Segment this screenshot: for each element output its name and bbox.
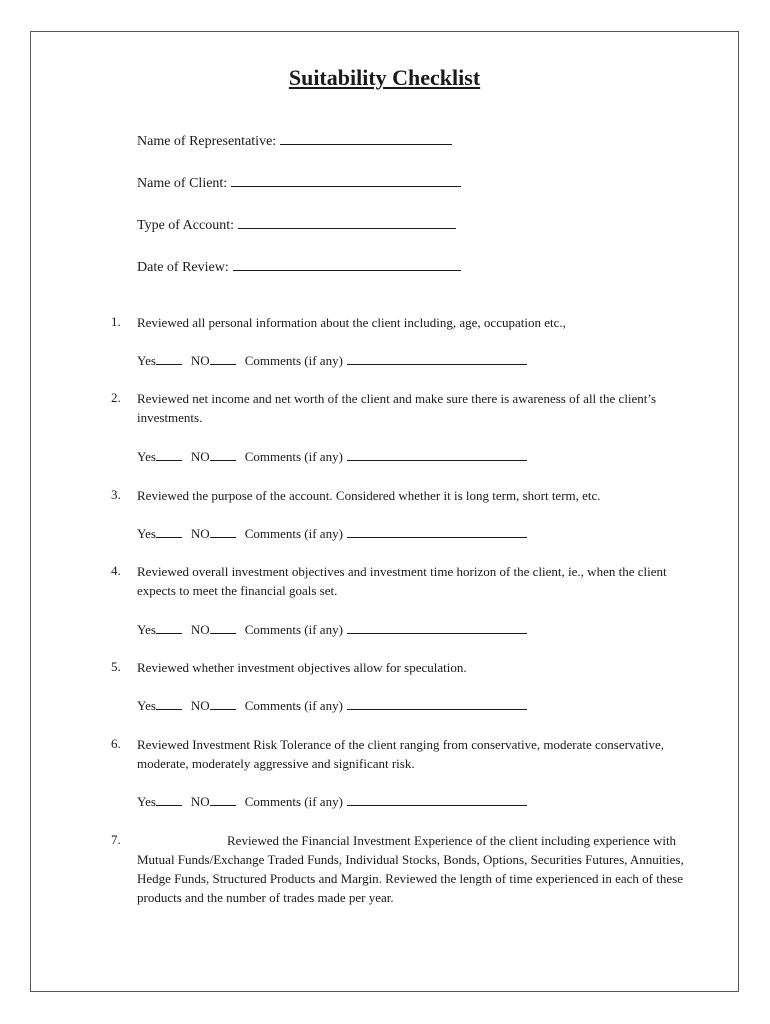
comments-blank[interactable] — [347, 793, 527, 806]
no-blank[interactable] — [210, 621, 236, 634]
item-number: 3. — [111, 487, 121, 502]
answer-row — [137, 525, 527, 542]
item-number: 2. — [111, 390, 121, 405]
item-text: Reviewed net income and net worth of the client and make sure there is awareness of all the client’s investments. — [137, 391, 657, 425]
item-text: Reviewed the Financial Investment Experience of the client including experience with Mutual Funds/Exchange Traded Funds, Individual Stocks, Bonds, Options, Securities Futures, Annuities, Hedge Funds, Structured Products and Margin. Reviewed the length of time experienced in each of these products and the number of trades made per year. — [137, 833, 684, 905]
checklist-page — [30, 31, 739, 992]
client-name-field — [137, 172, 461, 192]
representative-name-line[interactable] — [280, 130, 452, 145]
field-label: Date of Review: — [137, 260, 229, 275]
account-type-line[interactable] — [238, 214, 456, 229]
item-number: 5. — [111, 659, 121, 674]
comments-blank[interactable] — [347, 448, 527, 461]
no-label: NO — [190, 794, 210, 809]
comments-blank[interactable] — [347, 352, 527, 365]
yes-label: Yes — [137, 353, 156, 368]
field-label: Type of Account: — [137, 218, 234, 233]
yes-blank[interactable] — [156, 448, 182, 461]
item-number: 6. — [111, 736, 121, 751]
no-label: NO — [190, 353, 210, 368]
account-type-field — [137, 214, 456, 234]
no-label: NO — [190, 526, 210, 541]
item-number: 4. — [111, 563, 121, 578]
field-label: Name of Client: — [137, 176, 228, 191]
yes-blank[interactable] — [156, 793, 182, 806]
comments-label: Comments (if any) — [244, 526, 343, 541]
no-blank[interactable] — [210, 352, 236, 365]
item-number: 7. — [111, 832, 121, 847]
item-text: Reviewed overall investment objectives and investment time horizon of the client, ie., when the client expects to meet the financial goals set. — [137, 564, 667, 598]
answer-row — [137, 793, 527, 810]
comments-blank[interactable] — [347, 697, 527, 710]
representative-name-field — [137, 130, 452, 150]
comments-label: Comments (if any) — [244, 353, 343, 368]
comments-label: Comments (if any) — [244, 622, 343, 637]
page-title: Suitability Checklist — [288, 65, 481, 90]
yes-blank[interactable] — [156, 697, 182, 710]
yes-label: Yes — [137, 526, 156, 541]
yes-label: Yes — [137, 698, 156, 713]
no-label: NO — [190, 698, 210, 713]
item-number: 1. — [111, 314, 121, 329]
no-blank[interactable] — [210, 525, 236, 538]
review-date-field — [137, 256, 461, 276]
item-text: Reviewed the purpose of the account. Considered whether it is long term, short term, etc. — [137, 488, 601, 503]
comments-label: Comments (if any) — [244, 449, 343, 464]
no-label: NO — [190, 622, 210, 637]
review-date-line[interactable] — [233, 256, 461, 271]
yes-label: Yes — [137, 622, 156, 637]
answer-row — [137, 448, 527, 465]
answer-row — [137, 697, 527, 714]
item-text: Reviewed whether investment objectives allow for speculation. — [137, 660, 467, 675]
answer-row — [137, 352, 527, 369]
no-blank[interactable] — [210, 793, 236, 806]
yes-blank[interactable] — [156, 525, 182, 538]
yes-label: Yes — [137, 794, 156, 809]
yes-label: Yes — [137, 449, 156, 464]
client-name-line[interactable] — [231, 172, 461, 187]
comments-blank[interactable] — [347, 621, 527, 634]
no-blank[interactable] — [210, 697, 236, 710]
no-label: NO — [190, 449, 210, 464]
field-label: Name of Representative: — [137, 134, 277, 149]
comments-blank[interactable] — [347, 525, 527, 538]
no-blank[interactable] — [210, 448, 236, 461]
comments-label: Comments (if any) — [244, 698, 343, 713]
yes-blank[interactable] — [156, 621, 182, 634]
item-text: Reviewed all personal information about the client including, age, occupation etc., — [137, 315, 566, 330]
answer-row — [137, 621, 527, 638]
item-text: Reviewed Investment Risk Tolerance of the client ranging from conservative, moderate conservative, moderate, moderately aggressive and significant risk. — [137, 737, 664, 771]
comments-label: Comments (if any) — [244, 794, 343, 809]
yes-blank[interactable] — [156, 352, 182, 365]
